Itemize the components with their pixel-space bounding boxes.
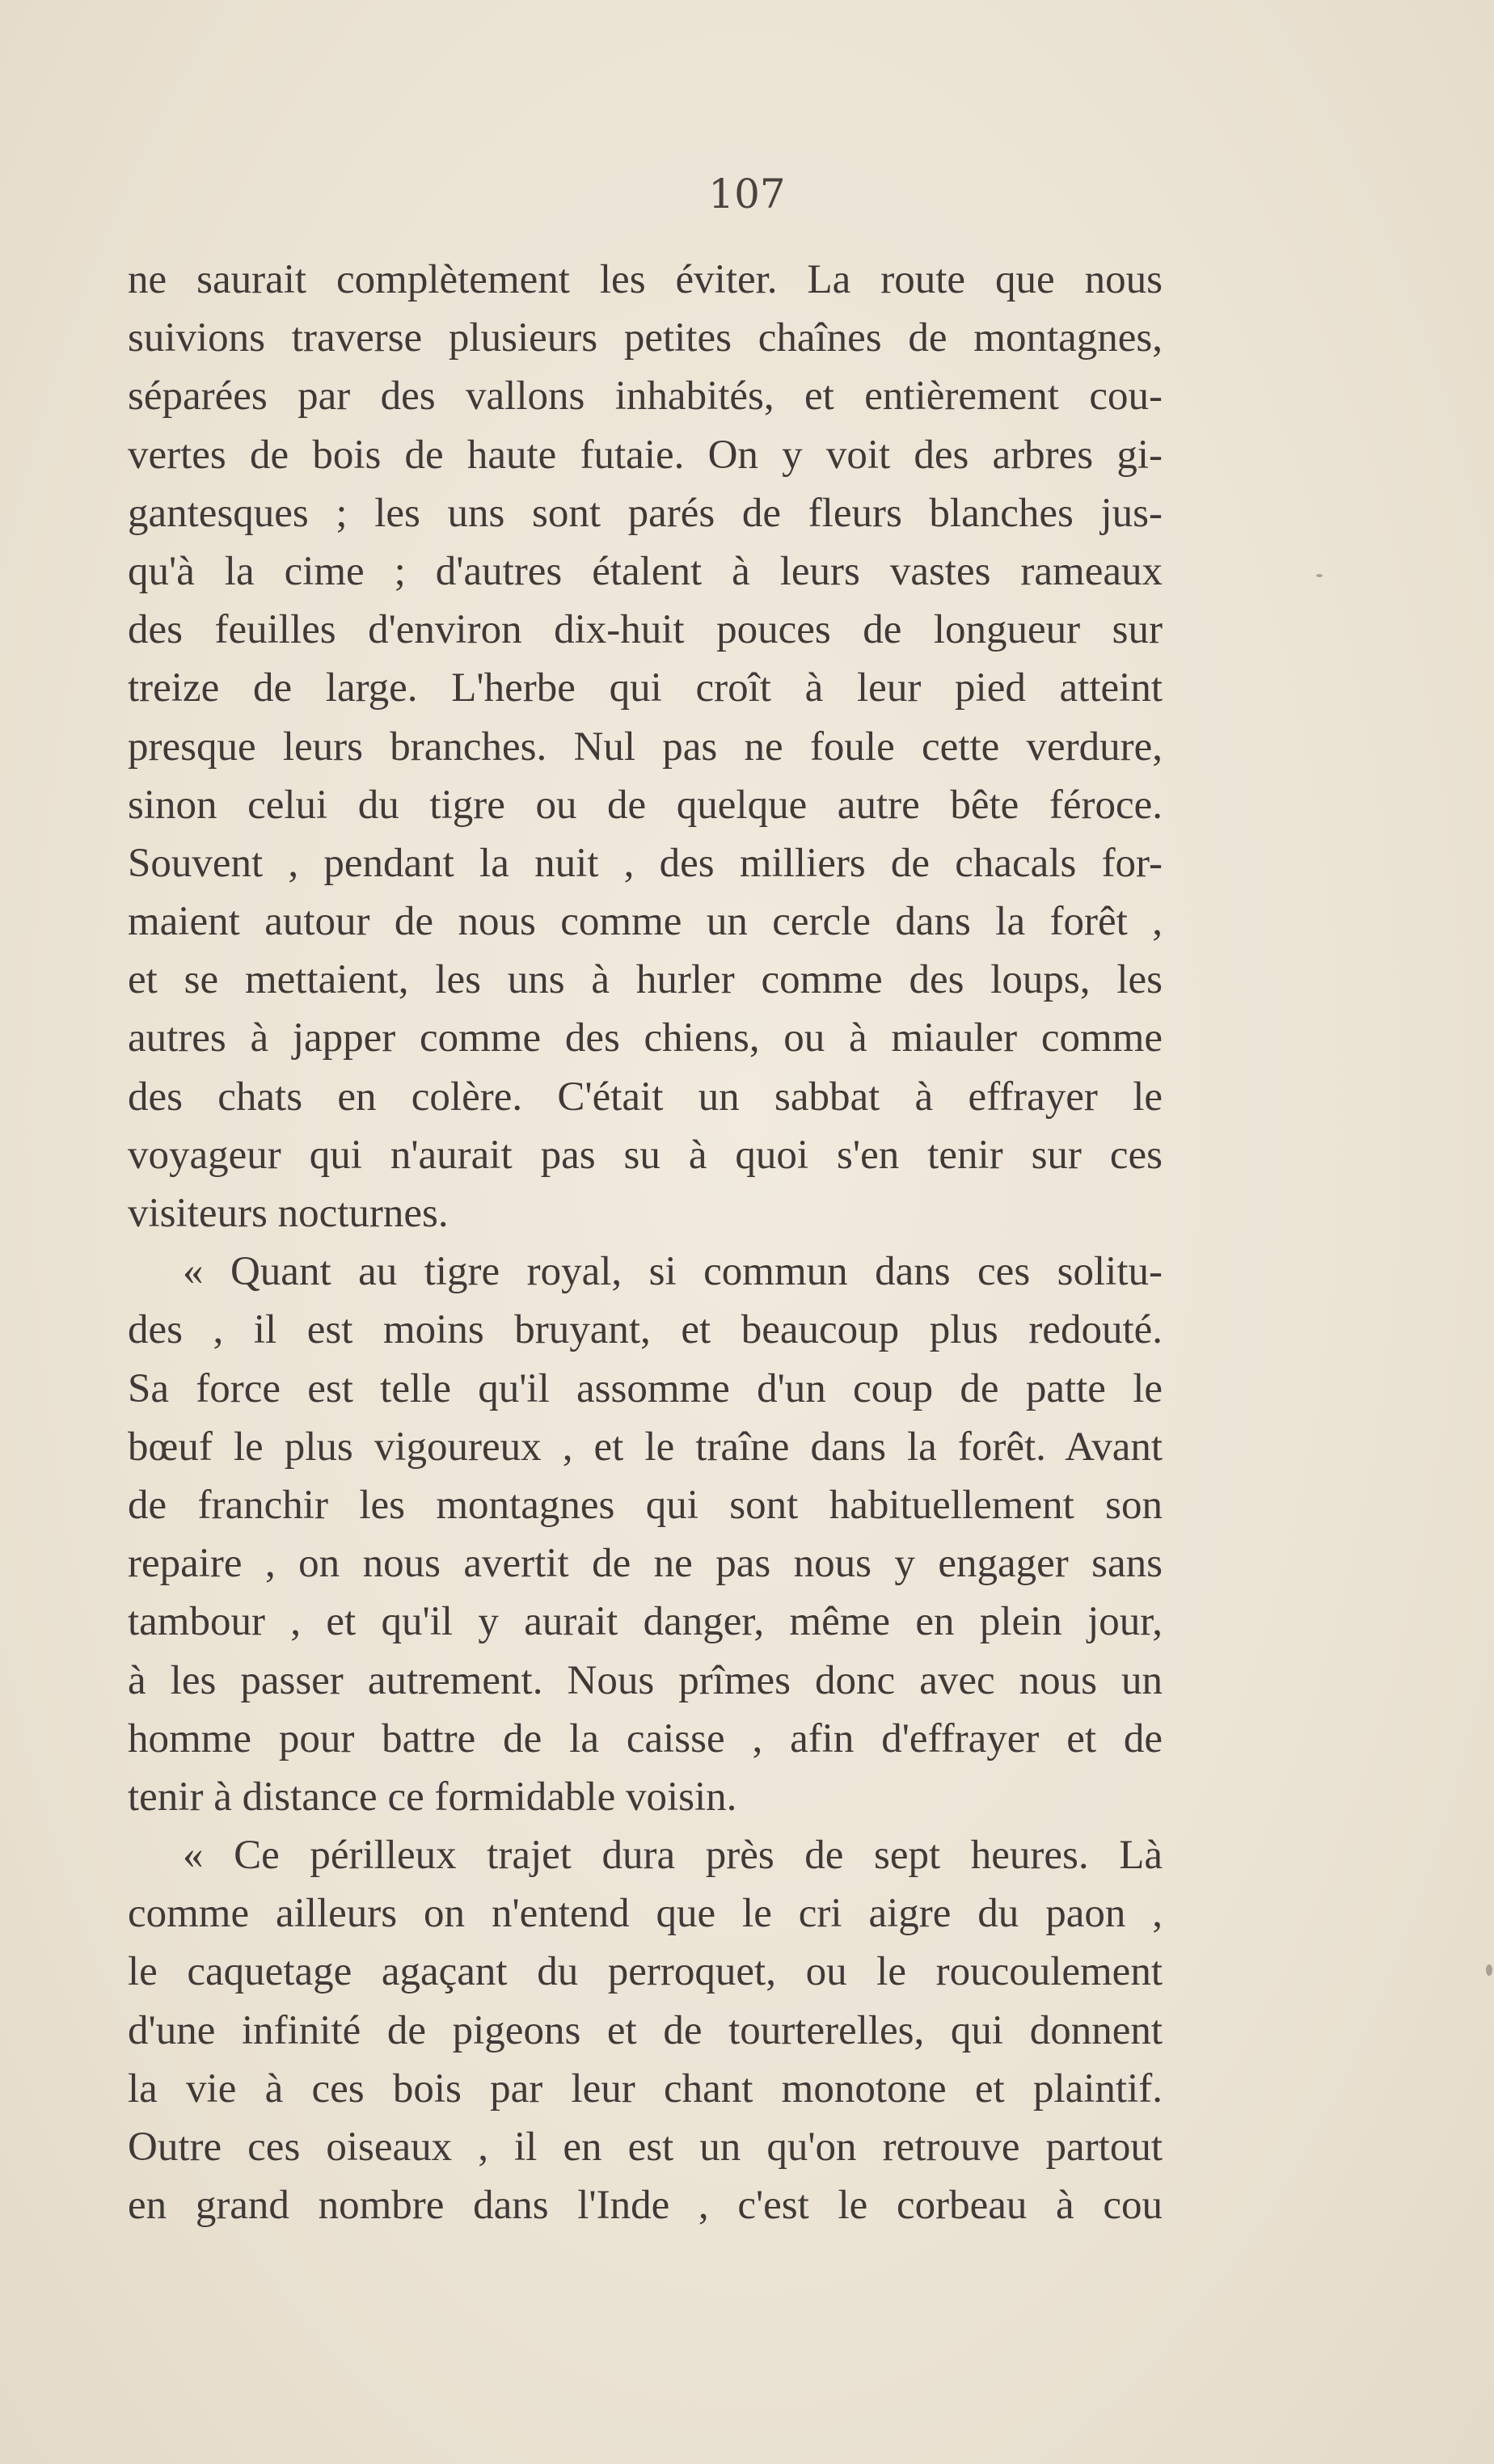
- text-line: homme pour battre de la caisse , afin d'effrayer et de: [128, 1715, 1163, 1762]
- text-line: visiteurs nocturnes.: [128, 1191, 449, 1236]
- text-line: à les passer autrement. Nous prîmes donc avec nous un: [128, 1657, 1163, 1703]
- text-line: séparées par des vallons inhabités, et entièrement cou-: [128, 373, 1163, 420]
- text-line: des feuilles d'environ dix-huit pouces de longueur sur: [128, 607, 1163, 653]
- text-line: comme ailleurs on n'entend que le cri aigre du paon ,: [128, 1891, 1163, 1937]
- text-line: voyageur qui n'aurait pas su à quoi s'en tenir sur ces: [128, 1132, 1163, 1178]
- text-line: d'une infinité de pigeons et de tourterelles, qui donnent: [128, 2007, 1163, 2053]
- text-line: des chats en colère. C'était un sabbat à effrayer le: [128, 1074, 1163, 1120]
- paper-speck: [1316, 574, 1323, 577]
- text-line: « Quant au tigre royal, si commun dans ces solitu-: [183, 1249, 1163, 1295]
- text-line: de franchir les montagnes qui sont habituellement son: [128, 1482, 1163, 1528]
- text-line: tambour , et qu'il y aurait danger, même en plein jour,: [128, 1599, 1163, 1645]
- text-line: vertes de bois de haute futaie. On y voit des arbres gi-: [128, 432, 1163, 478]
- text-line: treize de large. L'herbe qui croît à leur pied atteint: [128, 665, 1163, 711]
- paper-speck: [1486, 1964, 1492, 1976]
- text-line: tenir à distance ce formidable voisin.: [128, 1774, 737, 1820]
- text-line: ne saurait complètement les éviter. La route que nous: [128, 257, 1163, 302]
- text-line: Sa force est telle qu'il assomme d'un coup de patte le: [128, 1365, 1163, 1411]
- page-number: 107: [708, 171, 786, 217]
- body-text: [128, 251, 1163, 2234]
- text-line: Outre ces oiseaux , il en est un qu'on retrouve partout: [128, 2124, 1163, 2170]
- text-line: presque leurs branches. Nul pas ne foule cette verdure,: [128, 724, 1163, 770]
- text-line: et se mettaient, les uns à hurler comme des loups, les: [128, 957, 1163, 1003]
- text-line: suivions traverse plusieurs petites chaînes de montagnes,: [128, 315, 1163, 361]
- text-line: « Ce périlleux trajet dura près de sept heures. Là: [183, 1833, 1163, 1879]
- text-line: autres à japper comme des chiens, ou à miauler comme: [128, 1015, 1163, 1061]
- text-line: gantesques ; les uns sont parés de fleurs blanches jus-: [128, 490, 1163, 536]
- text-line: le caquetage agaçant du perroquet, ou le roucoulement: [128, 1949, 1163, 1995]
- text-line: Souvent , pendant la nuit , des milliers de chacals for-: [128, 840, 1163, 886]
- text-line: maient autour de nous comme un cercle dans la forêt ,: [128, 899, 1163, 945]
- text-line: en grand nombre dans l'Inde , c'est le corbeau à cou: [128, 2183, 1163, 2229]
- text-line: bœuf le plus vigoureux , et le traîne dans la forêt. Avant: [128, 1424, 1163, 1470]
- text-line: qu'à la cime ; d'autres étalent à leurs vastes rameaux: [128, 548, 1163, 594]
- text-line: sinon celui du tigre ou de quelque autre bête féroce.: [128, 782, 1163, 828]
- text-line: des , il est moins bruyant, et beaucoup plus redouté.: [128, 1307, 1163, 1353]
- text-line: la vie à ces bois par leur chant monotone et plaintif.: [128, 2065, 1163, 2112]
- text-line: repaire , on nous avertit de ne pas nous y engager sans: [128, 1541, 1163, 1587]
